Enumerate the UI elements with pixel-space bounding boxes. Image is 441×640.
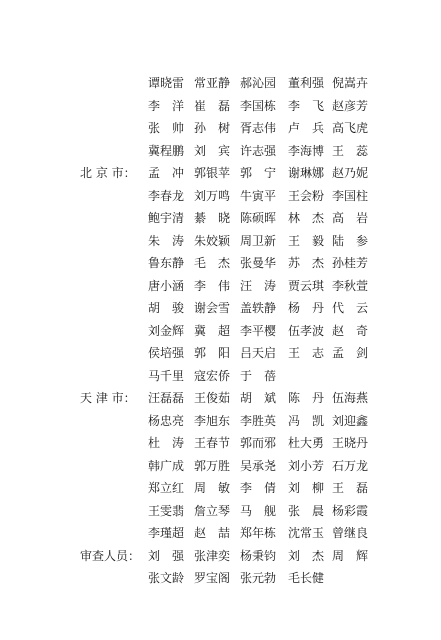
person-name: 綦 晓 [194, 211, 231, 225]
person-name: 詹立琴 [194, 503, 231, 518]
person-name: 刘小芳 [288, 458, 325, 473]
person-name: 于 蓓 [240, 368, 277, 383]
person-name: 谢会雪 [194, 301, 231, 315]
name-row [0, 432, 441, 455]
person-name: 胥志伟 [240, 121, 277, 135]
person-name: 郭 阳 [194, 346, 231, 360]
person-name: 孙桂芳 [332, 256, 369, 270]
person-name: 郑立红 [148, 481, 185, 495]
person-name: 张元勃 [240, 571, 277, 585]
person-name: 张曼华 [240, 256, 277, 270]
name-row [0, 207, 441, 230]
person-name: 王晓丹 [332, 436, 369, 450]
person-name: 石万龙 [332, 458, 369, 473]
person-name: 汪磊磊 [148, 391, 185, 405]
name-row [0, 117, 441, 140]
person-name: 杨 丹 [288, 301, 325, 315]
person-name: 李海博 [288, 143, 325, 158]
person-name: 郭万胜 [194, 458, 231, 473]
person-name: 陈 丹 [288, 391, 325, 405]
person-name: 高 岩 [332, 211, 369, 225]
person-name: 杜大勇 [288, 436, 325, 450]
name-row [0, 455, 441, 478]
person-name: 马千里 [148, 368, 185, 383]
name-row [0, 185, 441, 208]
person-name: 冀程鹏 [148, 143, 185, 158]
person-name: 谭晓雷 [148, 76, 185, 90]
person-name: 刘金辉 [148, 323, 185, 338]
person-name: 韩广成 [148, 458, 185, 473]
name-section [0, 162, 441, 387]
person-name: 林 杰 [288, 211, 325, 225]
person-name: 毛 杰 [194, 256, 231, 270]
person-name: 郭 宁 [240, 166, 277, 180]
person-name: 贾云琪 [288, 278, 325, 293]
person-name: 王 磊 [332, 481, 369, 495]
name-row [0, 72, 441, 95]
person-name: 吕天启 [240, 346, 277, 360]
person-name: 孙 树 [194, 121, 231, 135]
person-name: 冀 超 [194, 323, 231, 338]
person-name: 鲁东静 [148, 256, 185, 270]
person-name: 郑年栋 [240, 526, 277, 540]
name-row [0, 567, 441, 590]
person-name: 张 晨 [288, 503, 325, 518]
person-name: 罗宝阁 [194, 571, 231, 585]
name-row [0, 320, 441, 343]
person-name: 王 蕊 [332, 143, 369, 158]
person-name: 牛寅平 [240, 188, 277, 203]
person-name: 李 伟 [194, 278, 231, 293]
person-name: 周 辉 [332, 548, 369, 563]
person-name: 杨秉钧 [240, 548, 277, 563]
person-name: 李 飞 [288, 98, 325, 113]
name-row [0, 230, 441, 253]
person-name: 赵乃妮 [332, 166, 369, 180]
person-name: 寇宏侨 [194, 368, 231, 383]
person-name: 陈硕晖 [240, 211, 277, 225]
person-name: 沈常玉 [288, 526, 325, 540]
name-section [0, 72, 441, 162]
person-name: 张 帅 [148, 121, 185, 135]
name-row [0, 387, 441, 410]
person-name: 杨忠亮 [148, 413, 185, 428]
person-name: 李春龙 [148, 188, 185, 203]
person-name: 刘 强 [148, 548, 185, 563]
person-name: 冯 凯 [288, 413, 325, 428]
person-name: 刘 宾 [194, 143, 231, 158]
person-name: 李国柱 [332, 188, 369, 203]
person-name: 刘迎鑫 [332, 413, 369, 428]
person-name: 李 倩 [240, 481, 277, 495]
name-row [0, 162, 441, 185]
name-row [0, 342, 441, 365]
name-row [0, 365, 441, 388]
person-name: 伍海燕 [332, 391, 369, 405]
name-row [0, 275, 441, 298]
person-name: 周卫新 [240, 233, 277, 248]
name-section [0, 545, 441, 590]
person-name: 谢琳娜 [288, 166, 325, 180]
person-name: 唐小涵 [148, 278, 185, 293]
person-name: 董利强 [288, 76, 325, 90]
person-name: 李瑾超 [148, 526, 185, 540]
person-name: 倪嵩卉 [332, 76, 369, 90]
person-name: 王俊茹 [194, 391, 231, 405]
person-name: 许志强 [240, 143, 277, 158]
name-row [0, 252, 441, 275]
person-name: 李胜英 [240, 413, 277, 428]
person-name: 吴承尧 [240, 458, 277, 473]
person-name: 曾继良 [332, 526, 369, 540]
person-name: 王春节 [194, 436, 231, 450]
person-name: 刘 柳 [288, 481, 325, 495]
person-name: 赵 喆 [194, 526, 231, 540]
person-name: 孟 冲 [148, 166, 185, 180]
person-name: 张文龄 [148, 571, 185, 585]
person-name: 李国栋 [240, 98, 277, 113]
person-name: 盖轶静 [240, 301, 277, 315]
section-label: 天 津 市： [80, 391, 136, 405]
person-name: 伍孝波 [288, 323, 325, 338]
person-name: 胡 骏 [148, 301, 185, 315]
person-name: 杜 涛 [148, 436, 185, 450]
person-name: 代 云 [332, 301, 369, 315]
person-name: 王会粉 [288, 188, 325, 203]
person-name: 杨彩霞 [332, 503, 369, 518]
person-name: 李旭东 [194, 413, 231, 428]
person-name: 孟 剑 [332, 346, 369, 360]
name-row [0, 522, 441, 545]
person-name: 侯培强 [148, 346, 185, 360]
person-name: 马 舰 [240, 503, 277, 518]
person-name: 王 毅 [288, 233, 325, 248]
name-row [0, 545, 441, 568]
person-name: 毛长健 [288, 571, 325, 585]
person-name: 王 志 [288, 346, 325, 360]
name-row [0, 500, 441, 523]
person-name: 李平樱 [240, 323, 277, 338]
person-name: 赵 奇 [332, 323, 369, 338]
person-name: 朱姣颖 [194, 233, 231, 248]
person-name: 刘 杰 [288, 548, 325, 563]
person-name: 赵彦芳 [332, 98, 369, 113]
person-name: 常亚静 [194, 76, 231, 90]
person-name: 陆 参 [332, 233, 369, 248]
person-name: 郝沁园 [240, 76, 277, 90]
person-name: 张津奕 [194, 548, 231, 563]
name-row [0, 95, 441, 118]
name-row [0, 140, 441, 163]
name-section [0, 387, 441, 545]
section-label: 北 京 市： [80, 166, 136, 180]
person-name: 朱 涛 [148, 233, 185, 248]
person-name: 卢 兵 [288, 121, 325, 135]
person-name: 苏 杰 [288, 256, 325, 270]
person-name: 崔 磊 [194, 98, 231, 113]
person-name: 王雯翡 [148, 503, 185, 518]
person-name: 鲍宇清 [148, 211, 185, 225]
person-name: 高飞虎 [332, 121, 369, 135]
person-name: 李秋萱 [332, 278, 369, 293]
person-name: 郭银苹 [194, 166, 231, 180]
person-name: 周 敏 [194, 481, 231, 495]
person-name: 郭而邪 [240, 436, 277, 450]
person-name: 李 洋 [148, 98, 185, 113]
person-name: 刘万鸣 [194, 188, 231, 203]
section-label: 审查人员： [80, 548, 141, 563]
name-row [0, 477, 441, 500]
person-name: 胡 斌 [240, 391, 277, 405]
name-row [0, 410, 441, 433]
name-row [0, 297, 441, 320]
person-name: 汪 涛 [240, 278, 277, 293]
